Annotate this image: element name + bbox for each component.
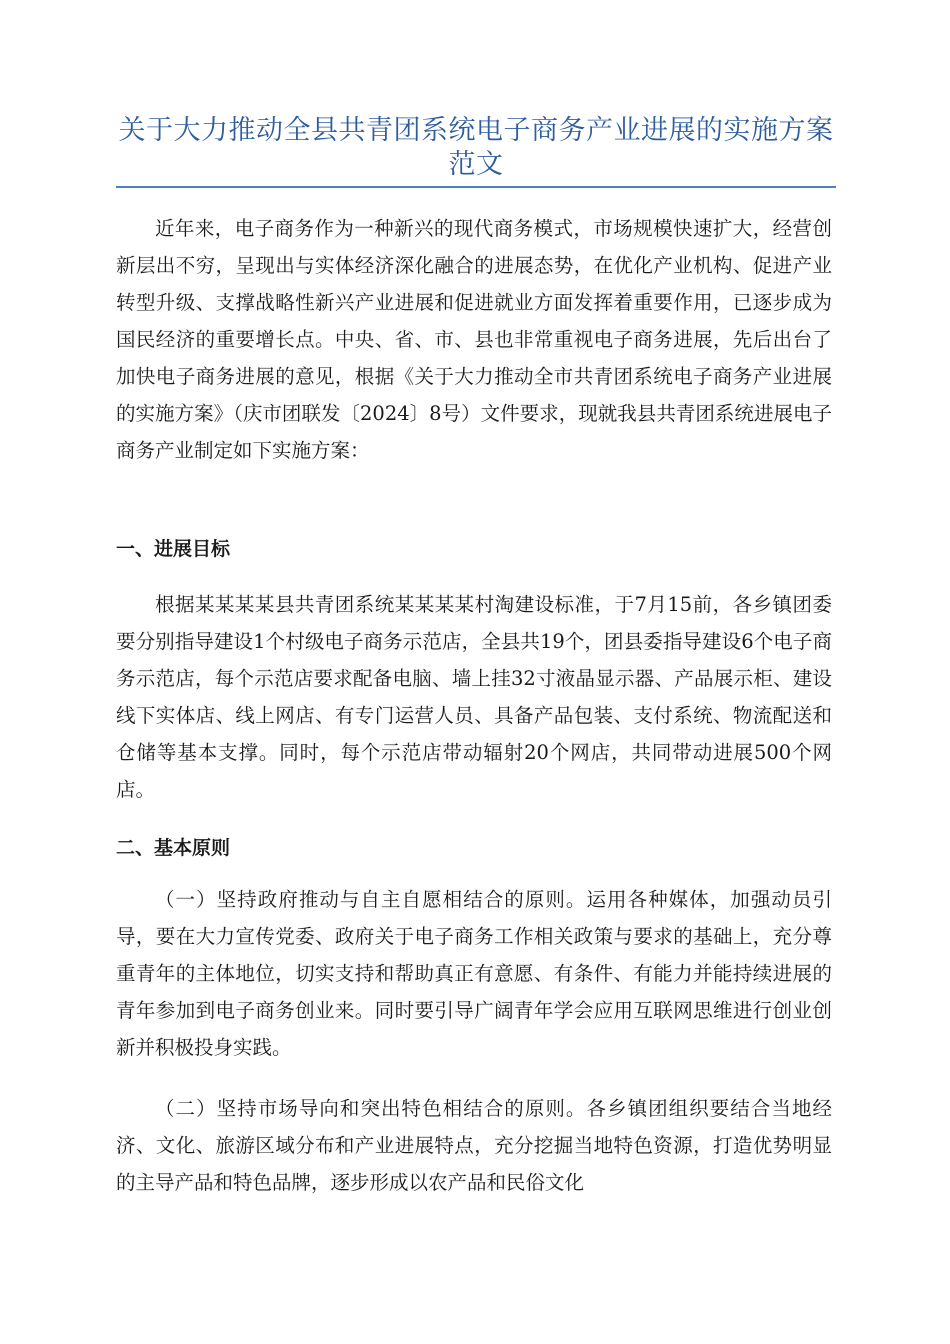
section-2-paragraph-1: （一）坚持政府推动与自主自愿相结合的原则。运用各种媒体，加强动员引导，要在大力宣传党委、政府关于电子商务工作相关政策与要求的基础上，充分尊重青年的主体地位，切实支持和帮助真正有意愿、有条件、有能力并能持续进展的青年参加到电子商务创业来。同时要引导广阔青年学会应用互联网思维进行创业创新并积极投身实践。 bbox=[116, 888, 832, 1059]
section-2-heading: 二、基本原则 bbox=[116, 837, 231, 859]
document-title: 关于大力推动全县共青团系统电子商务产业进展的实施方案范文 bbox=[118, 115, 834, 180]
section-1-heading: 一、进展目标 bbox=[116, 538, 231, 560]
title-underline bbox=[116, 186, 836, 188]
section-2-paragraph-2: （二）坚持市场导向和突出特色相结合的原则。各乡镇团组织要结合当地经济、文化、旅游区域分布和产业进展特点，充分挖掘当地特色资源，打造优势明显的主导产品和特色品牌，逐步形成以农产品和民俗文化 bbox=[116, 1097, 832, 1194]
section-1-paragraph: 根据某某某某县共青团系统某某某某村淘建设标准，于7月15前，各乡镇团委要分别指导建设1个村级电子商务示范店，全县共19个，团县委指导建设6个电子商务示范店，每个示范店要求配备电脑、墙上挂32寸液晶显示器、产品展示柜、建设线下实体店、线上网店、有专门运营人员、具备产品包装、支付系统、物流配送和仓储等基本支撑。同时，每个示范店带动辐射20个网店，共同带动进展500个网店。 bbox=[116, 593, 832, 801]
intro-paragraph: 近年来，电子商务作为一种新兴的现代商务模式，市场规模快速扩大，经营创新层出不穷，呈现出与实体经济深化融合的进展态势，在优化产业机构、促进产业转型升级、支撑战略性新兴产业进展和促进就业方面发挥着重要作用，已逐步成为国民经济的重要增长点。中央、省、市、县也非常重视电子商务进展，先后出台了加快电子商务进展的意见，根据《关于大力推动全市共青团系统电子商务产业进展的实施方案》（庆市团联发〔2024〕8号）文件要求，现就我县共青团系统进展电子商务产业制定如下实施方案： bbox=[116, 217, 832, 462]
